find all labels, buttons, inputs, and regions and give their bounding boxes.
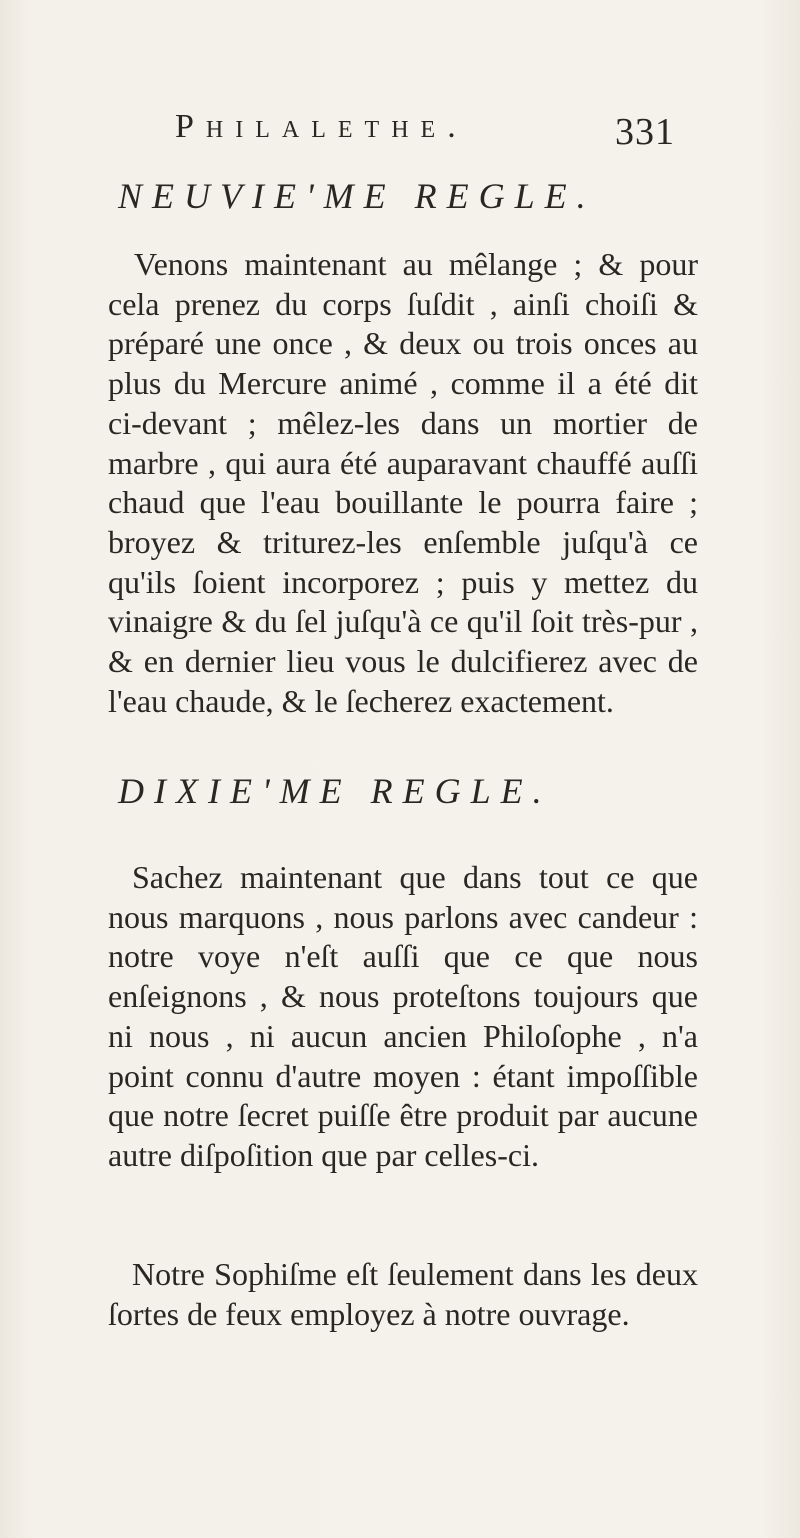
page-number: 331 xyxy=(615,111,675,153)
paragraph-text: Sachez maintenant que dans tout ce que nous marquons , nous parlons avec candeur : notre voye n'eſt auſſi que ce que nous enſeignons , & nous proteſtons toujours que ni nous , ni aucun ancien Philoſophe , n'a point connu d'autre moyen : étant impoſſible que notre ſecret puiſſe être produit par aucune autre diſpoſition que par celles-ci. xyxy=(108,859,698,1173)
paragraph xyxy=(108,858,698,1176)
running-title: Philalethe. xyxy=(175,108,468,145)
running-head xyxy=(175,108,675,158)
section-title-ninth-rule: NEUVIE'ME REGLE. xyxy=(118,176,596,216)
paragraph-text: Venons maintenant au mêlange ; & pour cela prenez du corps ſuſdit , ainſi choiſi & préparé une once , & deux ou trois onces au plus du Mercure animé , comme il a été dit ci-devant ; mêlez-les dans un mortier de marbre , qui aura été auparavant chauffé auſſi chaud que l'eau bouillante le pourra faire ; broyez & triturez-les enſemble juſqu'à ce qu'ils ſoient incorporez ; puis y mettez du vinaigre & du ſel juſqu'à ce qu'il ſoit très-pur , & en dernier lieu vous le dulcifierez avec de l'eau chaude, & le ſecherez exactement. xyxy=(108,246,698,719)
paragraph xyxy=(108,245,698,721)
paragraph-text: Notre Sophiſme eſt ſeulement dans les deux ſortes de feux employez à notre ouvrage. xyxy=(108,1256,698,1332)
paragraph xyxy=(108,1255,698,1334)
section-title-tenth-rule: DIXIE'ME REGLE. xyxy=(118,771,552,811)
